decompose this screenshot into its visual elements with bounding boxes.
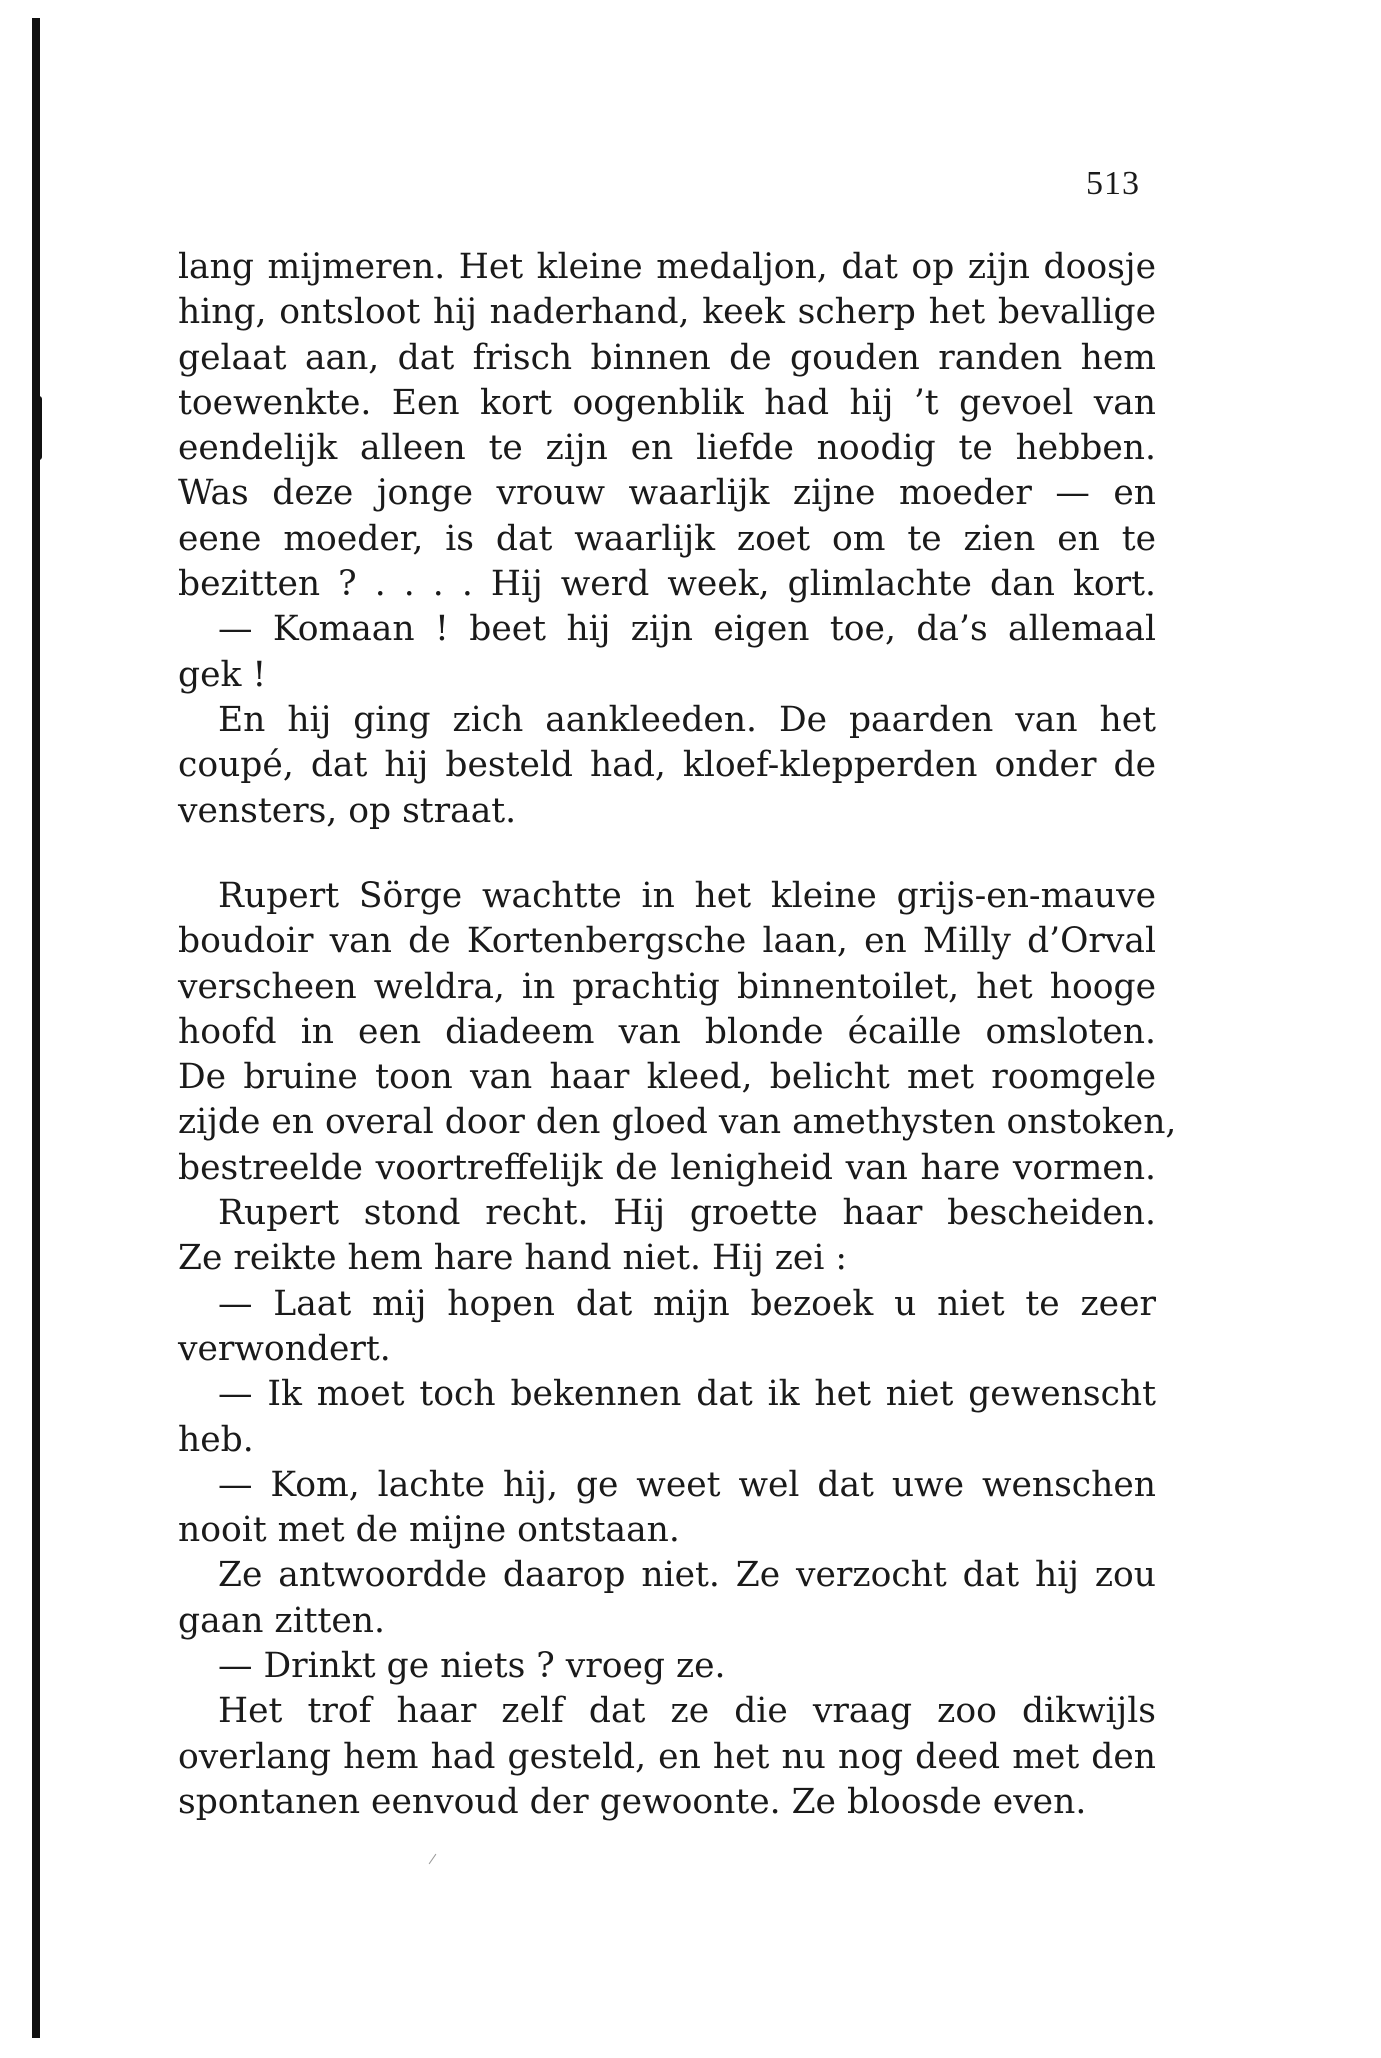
paragraph bbox=[178, 1689, 1156, 1825]
text-line: heb. bbox=[178, 1419, 254, 1460]
binding-mark bbox=[36, 396, 42, 460]
paragraph bbox=[178, 1553, 1156, 1644]
text-line: gek ! bbox=[178, 654, 267, 695]
text-line: gelaat aan, dat frisch binnen de gouden randen hem bbox=[178, 337, 1156, 378]
text-line: bestreelde voortreffelijk de lenigheid van hare vormen. bbox=[178, 1147, 1156, 1188]
text-line: Rupert Sörge wachtte in het kleine grijs-en-mauve bbox=[218, 876, 1156, 916]
text-line: — Laat mij hopen dat mijn bezoek u niet te zeer bbox=[218, 1283, 1156, 1324]
text-line: — Kom, lachte hij, ge weet wel dat uwe wenschen bbox=[218, 1464, 1156, 1505]
text-block-top bbox=[178, 245, 1156, 834]
text-line: hing, ontsloot hij naderhand, keek scherp het bevallige bbox=[178, 292, 1156, 333]
text-line: hoofd in een diadeem van blonde écaille omsloten. bbox=[178, 1011, 1156, 1052]
paragraph bbox=[178, 1282, 1156, 1373]
text-line: De bruine toon van haar kleed, belicht met roomgele bbox=[178, 1057, 1156, 1098]
text-line: nooit met de mijne ontstaan. bbox=[178, 1510, 680, 1551]
paragraph bbox=[178, 1463, 1156, 1554]
text-line: verwondert. bbox=[178, 1328, 391, 1369]
text-line: vensters, op straat. bbox=[178, 790, 517, 831]
paragraph bbox=[178, 698, 1156, 834]
paragraph bbox=[178, 245, 1156, 607]
page-binding-edge bbox=[32, 18, 40, 2038]
paragraph bbox=[178, 874, 1177, 1191]
text-line: zijde en overal door den gloed van amethysten onstoken, bbox=[178, 1102, 1177, 1143]
text-block-bottom bbox=[178, 874, 1177, 1825]
text-line: — Drinkt ge niets ? vroeg ze. bbox=[218, 1646, 726, 1687]
paragraph bbox=[178, 1372, 1156, 1463]
paragraph bbox=[178, 1191, 1156, 1282]
text-line: lang mijmeren. Het kleine medaljon, dat op zijn doosje bbox=[178, 247, 1156, 287]
paragraph bbox=[178, 607, 1156, 698]
text-line: boudoir van de Kortenbergsche laan, en Milly d’Orval bbox=[178, 921, 1156, 962]
text-line: Ze reikte hem hare hand niet. Hij zei : bbox=[178, 1238, 847, 1279]
paragraph bbox=[178, 1644, 1156, 1689]
text-line: overlang hem had gesteld, en het nu nog deed met den bbox=[178, 1736, 1156, 1777]
text-line: — Ik moet toch bekennen dat ik het niet gewenscht bbox=[218, 1374, 1156, 1415]
text-line: Rupert stond recht. Hij groette haar bescheiden. bbox=[218, 1193, 1156, 1234]
text-line: — Komaan ! beet hij zijn eigen toe, da’s allemaal bbox=[218, 609, 1156, 650]
text-line: En hij ging zich aankleeden. De paarden van het bbox=[218, 699, 1156, 740]
text-line: bezitten ? . . . . Hij werd week, glimlachte dan kort. bbox=[178, 564, 1156, 605]
text-line: Het trof haar zelf dat ze die vraag zoo dikwijls bbox=[218, 1691, 1156, 1732]
text-line: Ze antwoordde daarop niet. Ze verzocht dat hij zou bbox=[218, 1555, 1156, 1596]
stray-pen-mark bbox=[429, 1854, 437, 1864]
text-line: gaan zitten. bbox=[178, 1600, 385, 1641]
text-line: verscheen weldra, in prachtig binnentoilet, het hooge bbox=[178, 966, 1156, 1007]
text-line: toewenkte. Een kort oogenblik had hij ’t gevoel van bbox=[178, 382, 1156, 423]
text-line: coupé, dat hij besteld had, kloef-klepperden onder de bbox=[178, 745, 1156, 786]
text-line: eene moeder, is dat waarlijk zoet om te zien en te bbox=[178, 518, 1156, 559]
text-line: spontanen eenvoud der gewoonte. Ze bloosde even. bbox=[178, 1781, 1087, 1822]
page-number: 513 bbox=[1086, 165, 1140, 202]
text-line: Was deze jonge vrouw waarlijk zijne moeder — en bbox=[178, 473, 1156, 514]
text-line: eendelijk alleen te zijn en liefde noodig te hebben. bbox=[178, 428, 1156, 469]
